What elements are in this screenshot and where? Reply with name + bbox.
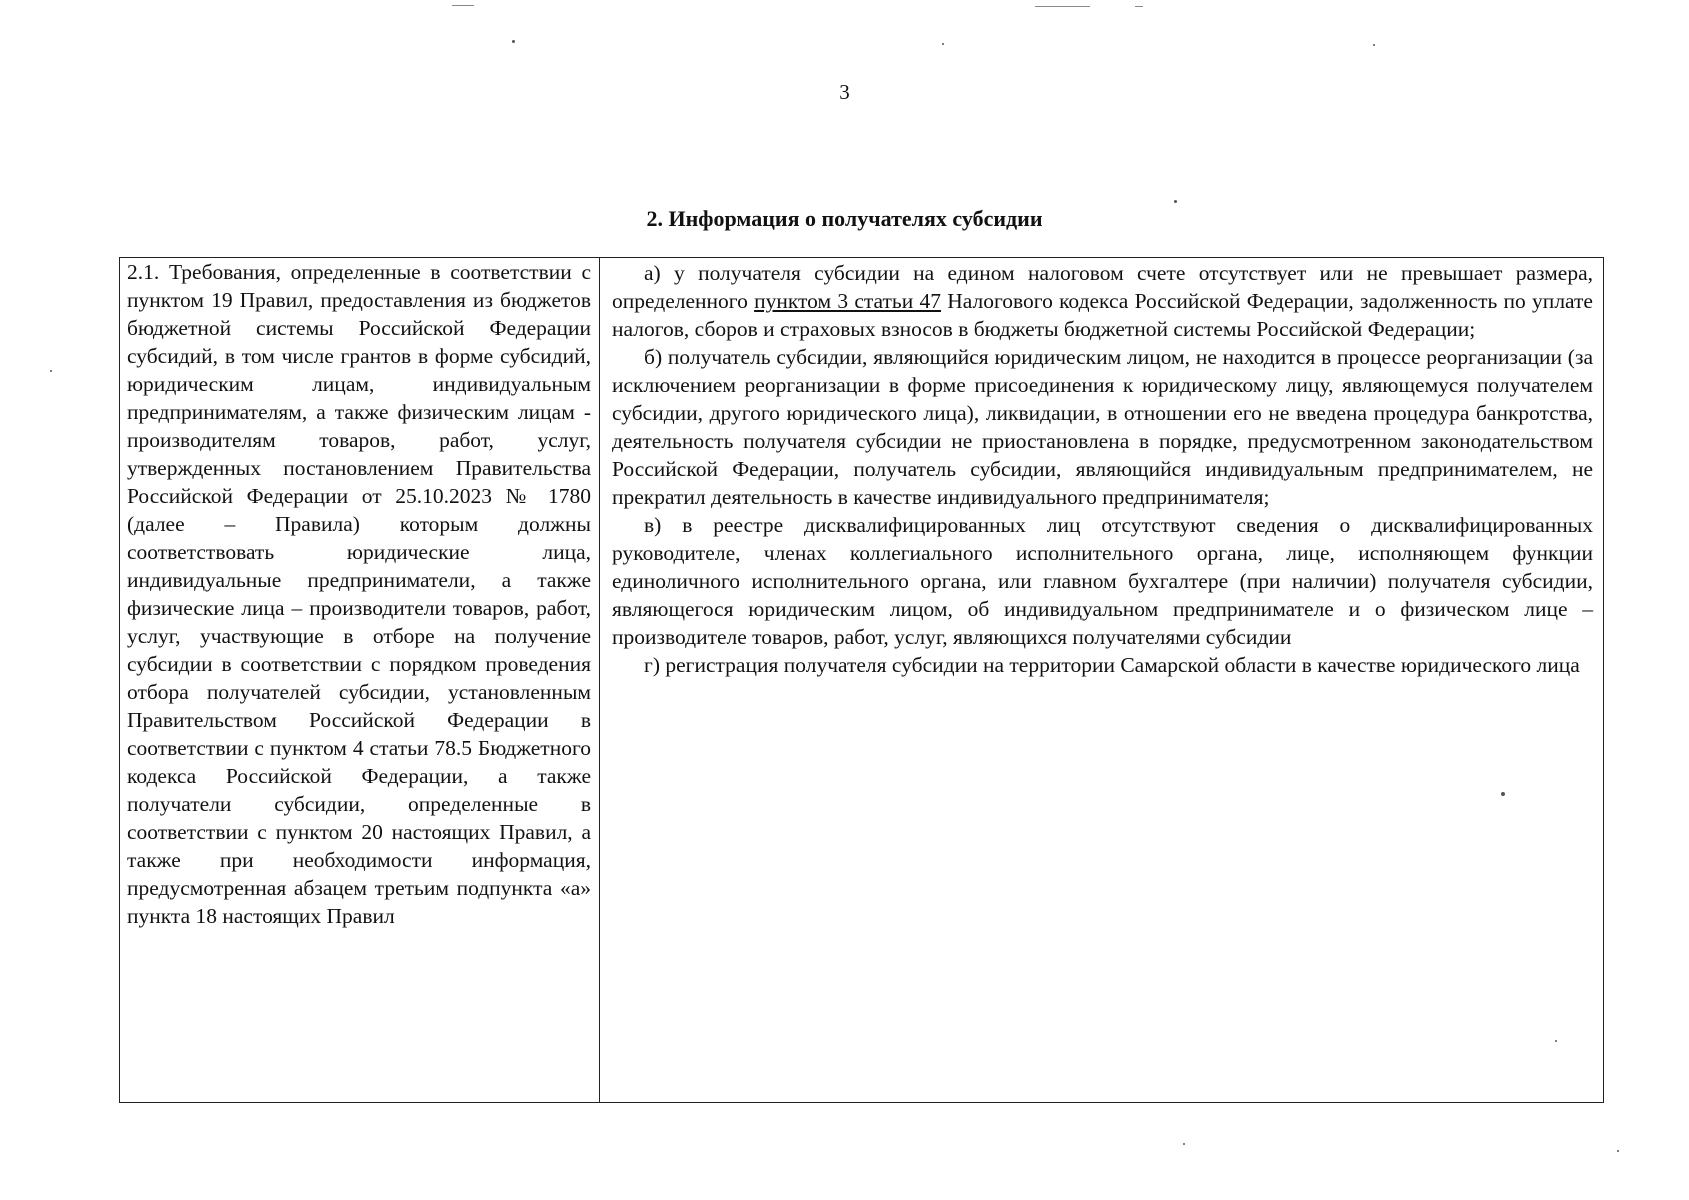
item-a-text-after: Налогового кодекса Российской Федерации, задолженность по уплате налогов, сборов и страховых взносов в бюджеты бюджетной системы Российской Федерации; bbox=[612, 289, 1593, 341]
requirement-item-a bbox=[612, 259, 1593, 343]
item-a-text-before: а) у получателя субсидии на едином налоговом счете отсутствует или не превышает размера, определенного bbox=[612, 261, 1593, 313]
tax-code-link[interactable]: пунктом 3 статьи 47 bbox=[754, 289, 941, 313]
scan-artifact bbox=[1035, 6, 1090, 7]
requirement-item-v: в) в реестре дисквалифицированных лиц отсутствуют сведения о дисквалифицированных руководителе, членах коллегиального исполнительного органа, лице, исполняющем функции единоличного исполнительного органа, или главном бухгалтере (при наличии) получателя субсидии, являющегося юридическим лицом, об индивидуальном предпринимателе и о физическом лице – производителе товаров, работ, услуг, являющихся получателями субсидии bbox=[612, 513, 1593, 649]
scan-artifact bbox=[50, 370, 52, 372]
requirements-right-cell bbox=[600, 258, 1603, 1102]
requirements-left-cell bbox=[120, 258, 600, 1102]
section-title: 2. Информация о получателях субсидии bbox=[646, 206, 1043, 231]
scan-artifact bbox=[942, 43, 944, 45]
requirement-item-g: г) регистрация получателя субсидии на территории Самарской области в качестве юридического лица bbox=[644, 653, 1580, 677]
scan-artifact bbox=[1183, 1143, 1185, 1145]
page-number: 3 bbox=[839, 80, 850, 104]
requirement-item-b: б) получатель субсидии, являющийся юридическим лицом, не находится в процессе реорганизации (за исключением реорганизации в форме присоединения к юридическому лицу, являющемуся получателем субсидии, другого юридического лица), ликвидации, в отношении его не введена процедура банкротства, деятельность получателя субсидии не приостановлена в порядке, предусмотренном законодательством Российской Федерации, получатель субсидии, являющийся индивидуальным предпринимателем, не прекратил деятельность в качестве индивидуального предпринимателя; bbox=[612, 345, 1593, 509]
scan-artifact bbox=[1174, 200, 1177, 203]
scan-artifact bbox=[512, 40, 515, 43]
scan-artifact bbox=[1373, 44, 1375, 46]
scan-artifact bbox=[1617, 1150, 1619, 1152]
requirement-description: 2.1. Требования, определенные в соответствии с пунктом 19 Правил, предоставления из бюджетов бюджетной системы Российской Федерации субсидий, в том числе грантов в форме субсидий, юридическим лицам, индивидуальным предпринимателям, а также физическим лицам - производителям товаров, работ, услуг, утвержденных постановлением Правительства Российской Федерации от 25.10.2023 № 1780 (далее – Правила) которым должны соответствовать юридические лица, индивидуальные предприниматели, а также физические лица – производители товаров, работ, услуг, участвующие в отборе на получение субсидии в соответствии с порядком проведения отбора получателей субсидии, установленным Правительством Российской Федерации в соответствии с пунктом 4 статьи 78.5 Бюджетного кодекса Российской Федерации, а также получатели субсидии, определенные в соответствии с пунктом 20 настоящих Правил, а также при необходимости информация, предусмотренная абзацем третьим подпункта «а» пункта 18 настоящих Правил bbox=[127, 260, 591, 928]
scan-artifact bbox=[452, 5, 474, 6]
scan-artifact bbox=[1135, 6, 1143, 7]
requirements-table bbox=[119, 257, 1604, 1103]
